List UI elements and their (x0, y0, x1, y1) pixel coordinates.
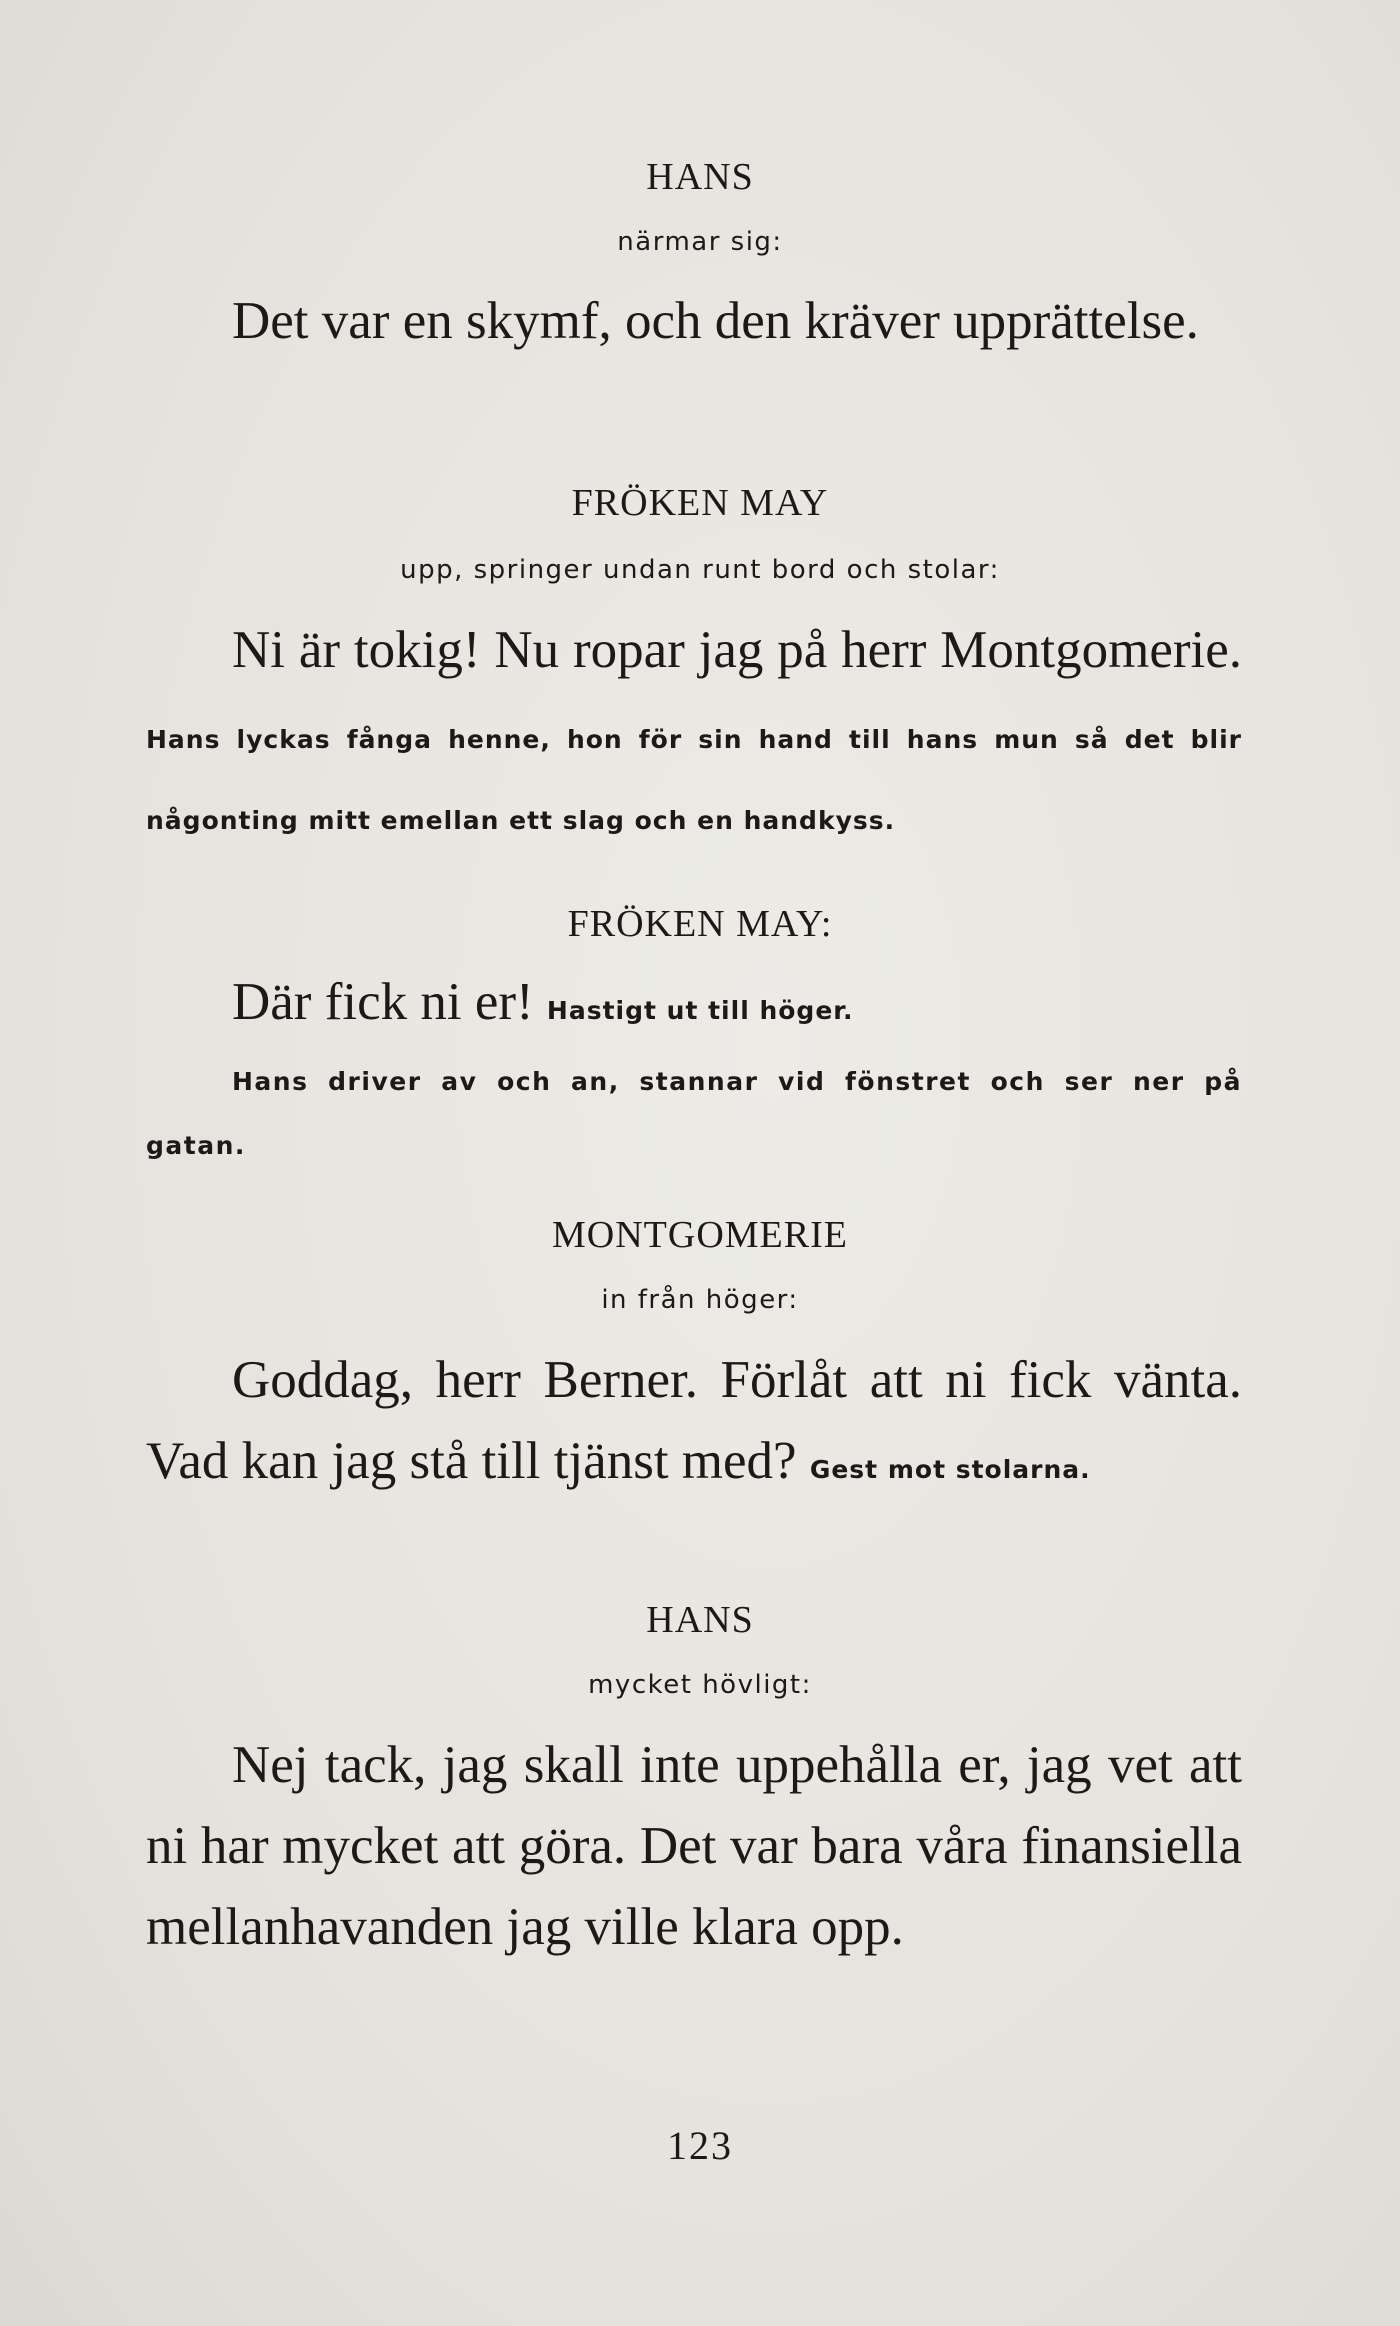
stage-direction: upp, springer undan runt bord och stolar: (400, 555, 1000, 585)
stage-direction: mycket hövligt: (588, 1670, 812, 1700)
dialogue-line: Ni är tokig! Nu ropar jag på herr Montgomerie. (232, 621, 1242, 679)
stage-direction-inline: Gest mot stolarna. (809, 1455, 1091, 1484)
stage-direction-inline: Hastigt ut till höger. (546, 996, 854, 1025)
dialogue-text (146, 281, 1242, 362)
dialogue-block (146, 1725, 1242, 1968)
speaker-name: MONTGOMERIE (552, 1214, 848, 1256)
dialogue-text (146, 610, 1242, 853)
stage-direction: in från höger: (601, 1285, 799, 1315)
dialogue-line: Där fick ni er! (232, 973, 534, 1031)
speaker-name: FRÖKEN MAY: (567, 903, 833, 945)
dialogue-line: Det var en skymf, och den kräver upprättelse. (232, 292, 1199, 350)
dialogue-line: Nej tack, jag skall inte uppehålla er, jag vet att ni har mycket att göra. Det var bara våra finansiella mellanhavanden jag ville klara opp. (146, 1736, 1242, 1956)
dialogue-block (146, 1340, 1242, 1510)
dialogue-block (146, 610, 1242, 853)
dialogue-block (146, 281, 1242, 362)
speaker-name: FRÖKEN MAY (571, 482, 829, 524)
stage-direction-inline: Hans lyckas fånga henne, hon för sin hand till hans mun så det blir någonting mitt emellan ett slag och en handkyss. (146, 725, 1242, 835)
speaker-name: HANS (646, 1599, 754, 1641)
stage-paragraph (146, 1050, 1242, 1178)
dialogue-text (146, 1725, 1242, 1968)
stage-text: Hans driver av och an, stannar vid fönstret och ser ner på gatan. (146, 1067, 1242, 1160)
page-number: 123 (667, 2123, 733, 2168)
dialogue-text (146, 1340, 1242, 1510)
dialogue-line: Goddag, herr Berner. Förlåt att ni fick vänta. Vad kan jag stå till tjänst med? (146, 1351, 1242, 1490)
dialogue-block (146, 962, 1242, 1051)
dialogue-text (146, 962, 1242, 1051)
stage-direction: närmar sig: (617, 227, 783, 257)
stage-paragraph-block (146, 1050, 1242, 1178)
speaker-name: HANS (646, 156, 754, 198)
